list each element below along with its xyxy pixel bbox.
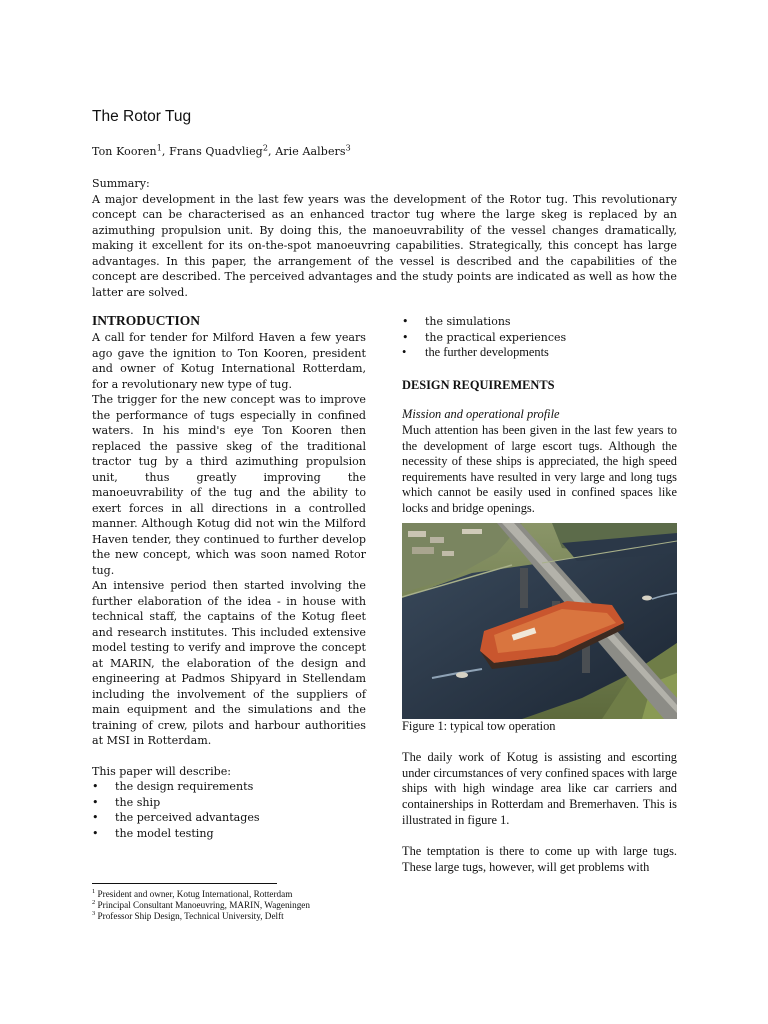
- list-item: • the simulations: [402, 314, 677, 330]
- list-intro: This paper will describe:: [92, 764, 232, 778]
- list-item: • the ship: [92, 795, 366, 811]
- author-3: Arie Aalbers$^3$: [275, 143, 351, 158]
- design-requirements-heading: DESIGN REQUIREMENTS: [402, 377, 555, 392]
- list-item: • the model testing: [92, 826, 366, 842]
- intro-paragraph-1: A call for tender for Milford Haven a few years ago gave the ignition to Ton Kooren, president and owner of Kotug International Rotterdam, for a revolutionary new type of tug.: [92, 331, 366, 391]
- list-item: • the further developments: [402, 345, 677, 361]
- list-item: • the design requirements: [92, 779, 366, 795]
- author-1: Ton Kooren$^1$,: [92, 143, 166, 158]
- list-item: • the practical experiences: [402, 330, 677, 346]
- figure-1-caption: Figure 1: typical tow operation: [402, 718, 556, 733]
- topics-list-continued: [402, 314, 677, 361]
- summary-text: A major development in the last few years was the development of the Rotor tug. This revolutionary concept can be characterised as an enhanced tractor tug where the large skeg is replaced by an azimuthing propulsion unit. By doing this, the manoeuvrability of the vessel changes dramatically, making it excellent for its on-the-spot manoeuvring capabilities. Strategically, this concept has large advantages. In this paper, the arrangement of the vessel is described and the capabilities of the concept are described. The perceived advantages and the study points are indicated as well as how the latter are solved.: [92, 192, 677, 299]
- design-paragraph-1: Much attention has been given in the last few years to the development of large escort tugs. Although the necessity of these ships is appreciated, the high speed requirements have resulted in very large and long tugs which cannot be easily used in confined spaces like locks and bridge openings.: [402, 422, 677, 515]
- right-column: [402, 314, 677, 875]
- author-2: Frans Quadvlieg$^2$,: [169, 143, 272, 158]
- paper-title: The Rotor Tug: [92, 108, 192, 125]
- introduction-heading: INTRODUCTION: [92, 313, 201, 328]
- topics-list: [92, 779, 366, 841]
- footnote-3: $^3$ Professor Ship Design, Technical University, Delft: [92, 910, 284, 922]
- left-column: [92, 313, 366, 841]
- design-paragraph-2: The daily work of Kotug is assisting and escorting under circumstances of very confined spaces with large ships with high windage area like car carriers and containerships in Rotterdam and Bremerhaven. This is illustrated in figure 1.: [402, 750, 677, 827]
- intro-paragraph-2: The trigger for the new concept was to improve the performance of tugs especially in confined waters. In his mind's eye Ton Kooren then replaced the passive skeg of the traditional tractor tug by a third azimuthing propulsion unit, thus greatly improving the manoeuvrability of the tug and the ability to exert forces in all directions in a controlled manner. Although Kotug did not win the Milford Haven tender, they continued to further develop the new concept, which was soon named Rotor tug.: [92, 393, 366, 577]
- summary-section: [92, 176, 677, 300]
- footnote-1: $^1$ President and owner, Kotug International, Rotterdam: [92, 887, 293, 899]
- author-line: [92, 145, 351, 158]
- figure-1-photo: [402, 523, 677, 719]
- design-paragraph-3: The temptation is there to come up with large tugs. These large tugs, however, will get problems with: [402, 844, 677, 874]
- footnote-2: $^2$ Principal Consultant Manoeuvring, MARIN, Wageningen: [92, 899, 310, 911]
- list-item: • the perceived advantages: [92, 810, 366, 826]
- footnotes: [92, 883, 392, 923]
- summary-label: Summary:: [92, 177, 150, 190]
- intro-paragraph-3: An intensive period then started involving the further elaboration of the idea - in house with technical staff, the captains of the Kotug fleet and research institutes. This included extensive model testing to verify and improve the concept at MARIN, the elaboration of the design and engineering at Padmos Shipyard in Stellendam including the involvement of the suppliers of main equipment and the simulations and the training of crew, pilots and harbour authorities at MSI in Rotterdam.: [92, 579, 366, 747]
- footnote-rule: [92, 883, 277, 884]
- mission-subheading: Mission and operational profile: [402, 407, 560, 422]
